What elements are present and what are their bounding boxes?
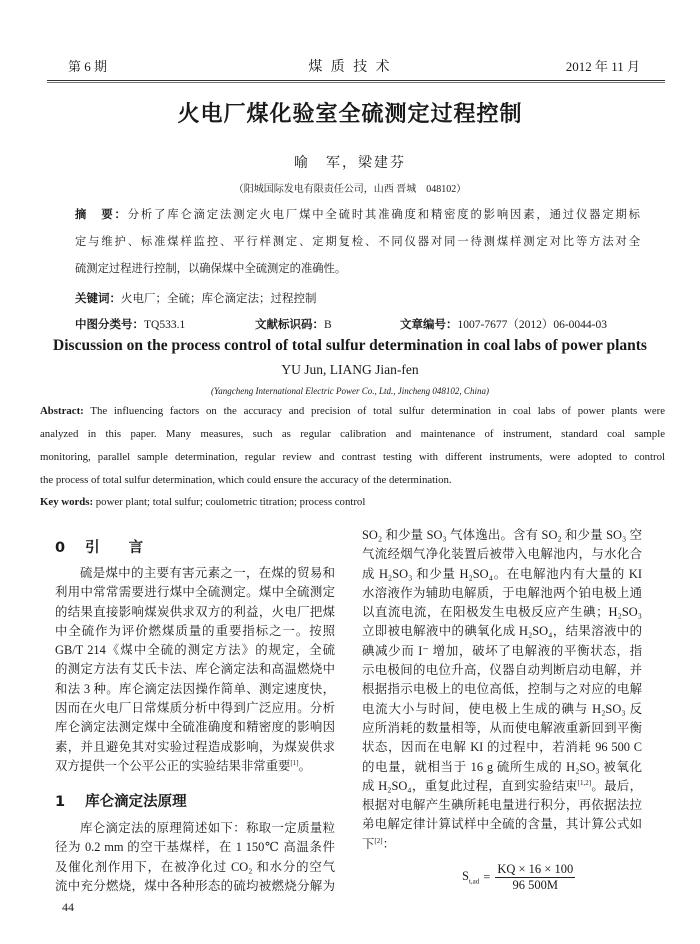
text-line: 的测定方法有艾氏卡法、库仑滴定法和高温燃烧中 [55, 662, 335, 677]
art-label: 文章编号： [400, 317, 458, 331]
text-line: 的电量，就相当于 16 g 硫所生成的 H₂SO₃ 被氧化 [362, 759, 642, 774]
intro-paragraph [55, 564, 335, 776]
english-abstract-label: Abstract: [40, 405, 84, 417]
text-segment: 。 [298, 758, 311, 773]
section-number: 0 [55, 540, 66, 556]
keywords-cn-value: 火电厂；全硫；库仑滴定法；过程控制 [121, 293, 317, 305]
paper-title: 火电厂煤化验室全硫测定过程控制 [177, 102, 523, 127]
formula-fraction [495, 862, 575, 893]
text-line: 电流大小与时间，使电极上生成的碘与 H₂SO₃ 反 [362, 701, 642, 716]
abstract-cn-text: 定与维护、标准煤样监控、平行样测定、定期复检、不同仪器对同一待测煤样测定对比等方法对全 [75, 236, 640, 248]
citation-ref: [2] [374, 836, 383, 845]
formula-symbol: S [462, 869, 469, 884]
page-number: 44 [62, 900, 74, 914]
sulfur-formula [462, 862, 575, 893]
text-line: 应所消耗的数量相等，从而使电解液重新回到平衡 [362, 720, 642, 735]
text-line: 库仑滴定法测定煤中全硫准确度和精密度的影响因 [55, 720, 335, 735]
text-line: 因而在火电厂日常煤质分析中得到广泛应用。分析 [55, 701, 335, 716]
text-segment: 。最后， [591, 778, 642, 793]
header-rule [47, 80, 665, 83]
text-line [55, 757, 335, 776]
abstract-cn-text: 分析了库仑滴定法测定火电厂煤中全硫时其准确度和精密度的影响因素，通过仪器定期标 [127, 209, 640, 221]
citation-ref: [1,2] [577, 778, 592, 787]
text-line: 气流经烟气净化装置后被带入电解池内，与水化合 [362, 547, 642, 562]
doc-code [255, 316, 332, 332]
doc-value: B [324, 319, 332, 331]
english-authors: YU Jun, LIANG Jian-fen [281, 362, 419, 377]
abstract-cn-line-2 [75, 234, 640, 250]
text-segment: ： [382, 836, 395, 851]
formula-lhs [462, 869, 479, 886]
abstract-cn-text: 硫测定过程进行控制，以确保煤中全硫测定的准确性。 [75, 263, 347, 275]
article-number [400, 316, 607, 332]
english-abstract-text: The influencing factors on the accuracy and precision of total sulfur determination in coal labs of power plants were [90, 405, 665, 417]
english-title: Discussion on the process control of total sulfur determination in coal labs of power plants [53, 337, 647, 354]
affiliation: （阳城国际发电有限责任公司，山西 晋城 048102） [233, 184, 467, 195]
text-line [362, 835, 642, 854]
section-number: 1 [55, 794, 66, 810]
english-abstract-line: analyzed in this paper. Many measures, such as regular calibration and maintenance of instrument, standard coal sample [40, 428, 665, 440]
text-line: 的结果直接影响煤炭供求双方的利益，火电厂把煤 [55, 604, 335, 619]
text-segment: 双方提供一个公平公正的实验结果非常重要 [55, 758, 291, 773]
english-abstract-line [40, 403, 665, 426]
english-keywords [40, 496, 665, 508]
keywords-cn [75, 290, 640, 306]
text-segment: 下 [362, 836, 375, 851]
text-line: 利用中常常需要进行煤中全硫测定。煤中全硫测定 [55, 585, 335, 600]
abstract-cn-line [75, 207, 640, 223]
text-line: 立即被电解液中的碘氧化成 H₂SO₄，结果溶液中的 [362, 624, 642, 639]
formula-equals: = [483, 870, 491, 884]
section-1-heading [55, 790, 187, 811]
text-line: 库仑滴定法的原理简述如下：称取一定质量粒 [80, 821, 335, 835]
text-line: 成 H₂SO₃ 和少量 H₂SO₄。在电解池内有大量的 KI [362, 566, 642, 581]
section-title: 库仑滴定法原理 [85, 794, 187, 810]
citation-ref: [1] [290, 758, 299, 767]
abstract-cn-label: 摘 要： [75, 208, 128, 221]
text-line [362, 777, 642, 796]
text-segment: 成 H₂SO₄，重复此过程，直到实验结束 [362, 778, 578, 793]
formula-subscript: t,ad [468, 877, 480, 886]
text-line: 素，并且避免其对实验过程造成影响，为煤炭供求 [55, 739, 335, 754]
text-line: SO₂ 和少量 SO₃ 气体逸出。含有 SO₂ 和少量 SO₃ 空 [362, 528, 642, 542]
text-line: 以直流电流，在阳极发生电极反应产生碘；H₂SO₃ [362, 605, 642, 620]
text-line: 碘减少而 I⁻ 增加，破坏了电解液的平衡状态，指 [362, 643, 642, 658]
issue-date: 2012 年 11 月 [565, 59, 640, 74]
text-line: 径为 0.2 mm 的空干基煤样，在 1 150℃ 高温条件 [55, 840, 335, 855]
text-line: 水溶液作为辅助电解质，于电解池两个铂电极上通 [362, 585, 642, 600]
section-title: 引 言 [85, 540, 144, 556]
journal-name: 煤 质 技 术 [308, 59, 392, 75]
english-keywords-value: power plant; total sulfur; coulometric titration; process control [95, 496, 366, 508]
text-line: 流中充分燃烧，煤中各种形态的硫均被燃烧分解为 [55, 878, 335, 893]
principle-paragraph [55, 819, 335, 896]
keywords-cn-label: 关键词： [75, 291, 121, 305]
clc-value: TQ533.1 [144, 319, 186, 331]
formula-denominator: 96 500M [512, 878, 559, 892]
text-line: GB/T 214《煤中全硫的测定方法》的规定，全硫 [55, 643, 335, 658]
abstract-cn [75, 207, 640, 223]
english-abstract [40, 403, 665, 495]
art-value: 1007-7677（2012）06-0044-03 [457, 319, 607, 331]
section-0-heading [55, 536, 143, 557]
english-abstract-line: monitoring, parallel sample determination, regular review and contrast testing with different instruments, were adopted to control [40, 451, 665, 463]
text-line: 示电极间的电位升高，仪器自动判断启动电解，并 [362, 663, 642, 678]
english-affiliation: (Yangcheng International Electric Power Co., Ltd., Jincheng 048102, China) [211, 386, 489, 396]
text-line: 根据对电解产生碘所耗电量进行积分，再依据法拉 [362, 798, 642, 813]
formula-numerator: KQ × 16 × 100 [497, 862, 574, 876]
principle-paragraph-continued [362, 526, 642, 854]
issue-number: 第 6 期 [68, 59, 108, 74]
abstract-cn-line-3 [75, 261, 640, 277]
clc-label: 中图分类号： [75, 317, 144, 331]
english-keywords-label: Key words: [40, 496, 94, 508]
text-line: 硫是煤中的主要有害元素之一，在煤的贸易和 [80, 566, 335, 580]
authors: 喻 军，梁建芬 [294, 156, 406, 171]
text-line: 中全硫作为评价燃煤质量的重要指标之一。按照 [55, 623, 335, 638]
text-line: 及催化剂作用下，在被净化过 CO₂ 和水分的空气 [55, 859, 335, 874]
text-line: 状态，因而在电解 KI 的过程中，若消耗 96 500 C [362, 740, 642, 755]
text-line: 根据指示电极上的电位高低，控制与之对应的电解 [362, 682, 642, 697]
doc-label: 文献标识码： [255, 317, 324, 331]
text-line: 和法 3 种。库仑滴定法因操作简单、测定速度快， [55, 681, 335, 696]
english-abstract-line: the process of total sulfur determination, which could ensure the accuracy of the determination. [40, 474, 452, 486]
text-line: 弟电解定律计算试样中全硫的含量，其计算公式如 [362, 817, 642, 832]
